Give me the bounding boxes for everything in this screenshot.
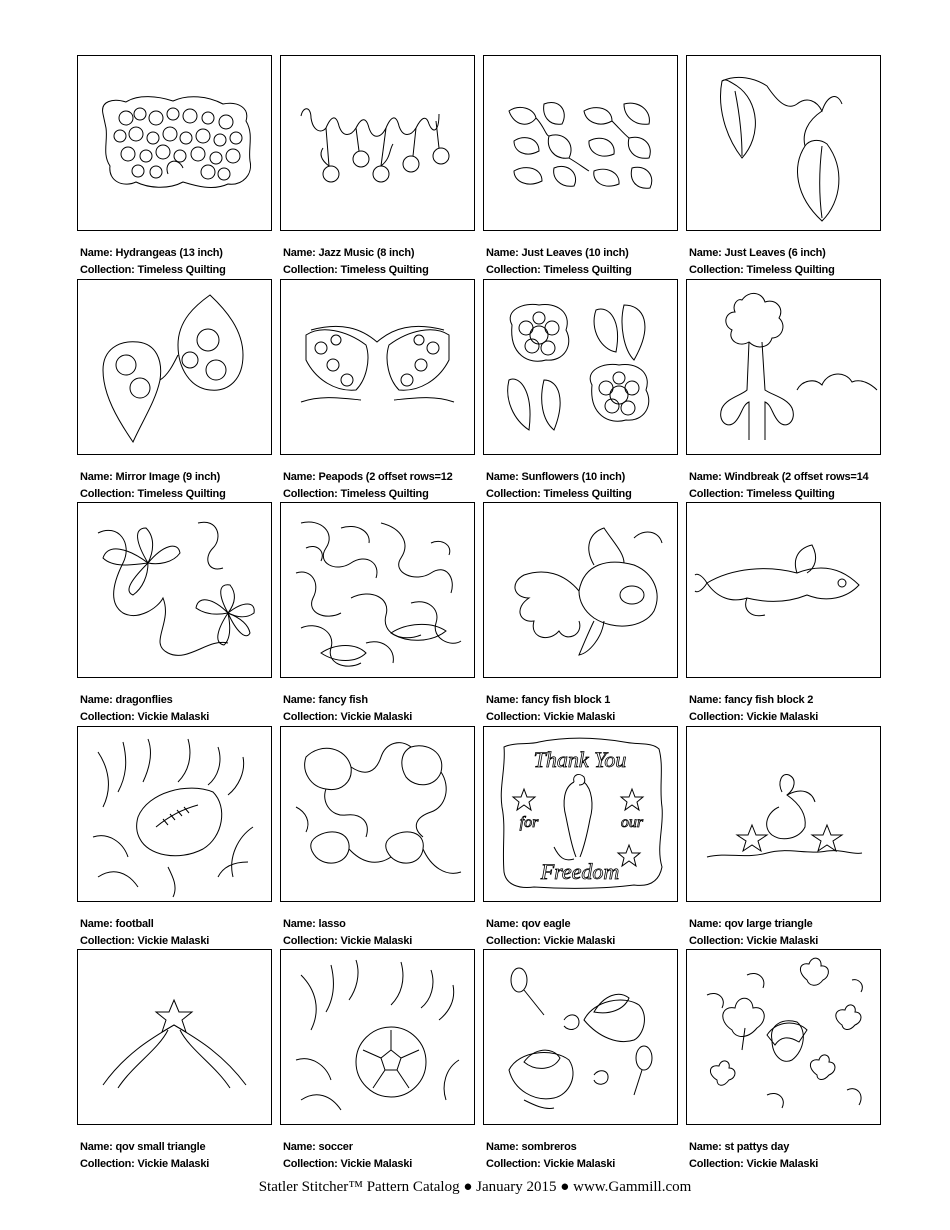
pattern-caption	[686, 469, 881, 503]
pattern-name: soccer	[318, 1141, 353, 1153]
pattern-row	[77, 502, 880, 726]
pattern-collection: Timeless Quilting	[340, 264, 429, 276]
pattern-collection: Vickie Malaski	[137, 934, 210, 947]
pattern-caption	[280, 692, 475, 726]
name-label: Name	[80, 917, 110, 930]
pattern-collection: Timeless Quilting	[137, 264, 226, 276]
pattern-thumbnail[interactable]	[280, 55, 475, 231]
name-label: Name	[80, 247, 110, 259]
collection-label: Collection:	[486, 1158, 541, 1170]
pattern-collection-line	[283, 709, 475, 726]
collection-label: Collection:	[80, 487, 135, 500]
lasso-icon	[281, 727, 474, 901]
pattern-caption	[483, 916, 678, 950]
pattern-collection-line	[689, 486, 881, 503]
hydrangeas-icon	[78, 56, 271, 230]
jazz-music-icon	[281, 56, 474, 230]
pattern-card[interactable]	[483, 949, 678, 1173]
catalog-footer: Statler Stitcher™ Pattern Catalog ● January 2015 ● www.Gammill.com	[258, 1179, 692, 1195]
pattern-collection: Timeless Quilting	[543, 487, 632, 500]
pattern-name: Sunflowers (10 inch)	[521, 470, 626, 483]
pattern-card[interactable]	[686, 502, 881, 726]
name-label: Name	[283, 247, 313, 259]
pattern-collection: Timeless Quilting	[746, 487, 835, 500]
fancy-fish-block-2-icon	[687, 503, 880, 677]
fancy-fish-block-1-icon	[484, 503, 677, 677]
pattern-collection-line	[486, 933, 678, 950]
name-label: Name	[283, 1141, 313, 1153]
pattern-thumbnail[interactable]	[483, 502, 678, 678]
pattern-caption	[77, 1139, 272, 1173]
collection-label: Collection:	[689, 711, 744, 723]
name-label: Name	[486, 247, 516, 259]
pattern-collection-line	[80, 709, 272, 726]
pattern-caption	[280, 1139, 475, 1173]
pattern-collection-line	[486, 709, 678, 726]
pattern-card[interactable]	[686, 55, 881, 279]
pattern-card[interactable]	[686, 949, 881, 1173]
pattern-thumbnail[interactable]	[686, 279, 881, 455]
collection-label: Collection:	[80, 1158, 135, 1170]
soccer-icon	[281, 950, 474, 1124]
pattern-collection: Vickie Malaski	[746, 934, 819, 947]
pattern-card[interactable]	[483, 55, 678, 279]
pattern-collection-line	[80, 486, 272, 503]
pattern-name-line: Name: Windbreak (2 offset rows=14	[689, 470, 869, 483]
pattern-name: Jazz Music (8 inch)	[318, 247, 415, 259]
pattern-thumbnail[interactable]	[77, 502, 272, 678]
pattern-thumbnail[interactable]	[686, 502, 881, 678]
pattern-name-line: Name: sombreros	[486, 1141, 577, 1153]
name-label: Name	[486, 1141, 516, 1153]
collection-label: Collection:	[80, 934, 135, 947]
pattern-collection: Vickie Malaski	[340, 711, 413, 723]
just-leaves-6-icon	[687, 56, 880, 230]
pattern-thumbnail[interactable]	[483, 726, 678, 902]
pattern-name: Just Leaves (10 inch)	[521, 247, 629, 259]
collection-label: Collection:	[283, 934, 338, 947]
pattern-collection-line	[689, 1156, 881, 1173]
pattern-card[interactable]	[686, 726, 881, 950]
pattern-thumbnail[interactable]	[77, 55, 272, 231]
pattern-row	[77, 949, 880, 1173]
pattern-name: lasso	[318, 917, 346, 930]
pattern-card[interactable]	[280, 279, 475, 503]
pattern-thumbnail[interactable]	[483, 279, 678, 455]
pattern-collection-line	[80, 933, 272, 950]
pattern-card[interactable]	[483, 502, 678, 726]
pattern-collection: Timeless Quilting	[340, 487, 429, 500]
pattern-name-line: Name: soccer	[283, 1141, 353, 1153]
pattern-name: dragonflies	[115, 694, 173, 706]
pattern-caption	[77, 469, 272, 503]
name-label: Name	[486, 470, 516, 483]
pattern-caption	[483, 692, 678, 726]
pattern-card[interactable]	[280, 726, 475, 950]
name-label: Name	[283, 470, 313, 483]
collection-label: Collection:	[283, 711, 338, 723]
pattern-card[interactable]	[483, 726, 678, 950]
name-label: Name	[80, 470, 110, 483]
eagle-text-thank-you: Thank You	[533, 746, 627, 772]
pattern-name-line: Name: Just Leaves (6 inch)	[689, 247, 826, 259]
name-label: Name	[486, 694, 516, 706]
pattern-collection: Vickie Malaski	[746, 711, 819, 723]
collection-label: Collection:	[486, 264, 541, 276]
pattern-caption	[686, 916, 881, 950]
pattern-name: Mirror Image (9 inch)	[115, 470, 221, 483]
name-label: Name	[689, 247, 719, 259]
collection-label: Collection:	[486, 934, 541, 947]
pattern-caption	[77, 692, 272, 726]
just-leaves-10-icon	[484, 56, 677, 230]
collection-label: Collection:	[486, 487, 541, 500]
pattern-grid	[77, 55, 880, 1173]
eagle-text-our: our	[620, 813, 644, 831]
qov-large-triangle-icon	[687, 727, 880, 901]
pattern-row	[77, 279, 880, 503]
pattern-name: fancy fish block 2	[724, 694, 814, 706]
pattern-name-line: Name: dragonflies	[80, 694, 173, 706]
pattern-name-line: Name: fancy fish block 1	[486, 694, 611, 706]
collection-label: Collection:	[689, 264, 744, 276]
pattern-collection-line	[283, 486, 475, 503]
pattern-thumbnail[interactable]	[77, 949, 272, 1125]
pattern-collection-line	[486, 262, 678, 279]
collection-label: Collection:	[486, 711, 541, 723]
pattern-thumbnail[interactable]	[77, 726, 272, 902]
fancy-fish-icon	[281, 503, 474, 677]
pattern-collection: Vickie Malaski	[746, 1158, 819, 1170]
pattern-name: Hydrangeas (13 inch)	[115, 247, 223, 259]
mirror-image-icon	[78, 280, 271, 454]
pattern-name-line: Name: Hydrangeas (13 inch)	[80, 247, 223, 259]
pattern-name: st pattys day	[724, 1141, 790, 1153]
pattern-caption	[686, 245, 881, 279]
qov-eagle-icon	[484, 727, 677, 901]
pattern-card[interactable]	[686, 279, 881, 503]
name-label: Name	[689, 694, 719, 706]
pattern-caption	[686, 1139, 881, 1173]
pattern-name-line: Name: Just Leaves (10 inch)	[486, 247, 629, 259]
pattern-caption	[686, 692, 881, 726]
pattern-collection-line	[80, 262, 272, 279]
pattern-name-line: Name: Mirror Image (9 inch)	[80, 470, 221, 483]
pattern-collection: Vickie Malaski	[340, 1158, 413, 1170]
qov-small-triangle-icon	[78, 950, 271, 1124]
pattern-name: football	[115, 917, 154, 930]
pattern-name: Windbreak (2 offset rows=14	[724, 470, 869, 483]
pattern-name: Peapods (2 offset rows=12	[318, 470, 453, 483]
pattern-collection: Vickie Malaski	[543, 934, 616, 947]
pattern-caption	[280, 916, 475, 950]
pattern-collection-line	[486, 1156, 678, 1173]
name-label: Name	[689, 917, 719, 930]
pattern-name-line: Name: Jazz Music (8 inch)	[283, 247, 415, 259]
sunflowers-icon	[484, 280, 677, 454]
name-label: Name	[689, 470, 719, 483]
pattern-card[interactable]	[77, 502, 272, 726]
pattern-row	[77, 55, 880, 279]
pattern-card[interactable]	[280, 949, 475, 1173]
pattern-name: fancy fish block 1	[521, 694, 611, 706]
pattern-name-line: Name: st pattys day	[689, 1141, 790, 1153]
pattern-thumbnail[interactable]	[77, 279, 272, 455]
collection-label: Collection:	[80, 264, 135, 276]
pattern-thumbnail[interactable]	[686, 55, 881, 231]
football-icon	[78, 727, 271, 901]
name-label: Name	[486, 917, 516, 930]
pattern-name-line: Name: fancy fish block 2	[689, 694, 814, 706]
eagle-text-freedom: Freedom	[540, 858, 620, 884]
pattern-card[interactable]	[77, 279, 272, 503]
pattern-card[interactable]	[77, 55, 272, 279]
collection-label: Collection:	[283, 1158, 338, 1170]
pattern-collection: Vickie Malaski	[137, 1158, 210, 1170]
pattern-collection: Vickie Malaski	[543, 711, 616, 723]
pattern-card[interactable]	[77, 726, 272, 950]
name-label: Name	[689, 1141, 719, 1153]
pattern-collection-line	[689, 709, 881, 726]
name-label: Name	[80, 1141, 110, 1153]
pattern-collection: Timeless Quilting	[543, 264, 632, 276]
pattern-name: qov small triangle	[115, 1141, 206, 1153]
name-label: Name	[283, 694, 313, 706]
pattern-collection-line	[283, 262, 475, 279]
pattern-name-line: Name: Peapods (2 offset rows=12	[283, 470, 453, 483]
dragonflies-icon	[78, 503, 271, 677]
pattern-thumbnail[interactable]	[280, 949, 475, 1125]
pattern-name: qov eagle	[521, 917, 571, 930]
pattern-collection-line	[689, 262, 881, 279]
pattern-caption	[483, 469, 678, 503]
collection-label: Collection:	[689, 934, 744, 947]
pattern-thumbnail[interactable]	[686, 726, 881, 902]
pattern-collection: Vickie Malaski	[137, 711, 210, 723]
pattern-caption	[77, 916, 272, 950]
pattern-thumbnail[interactable]	[280, 726, 475, 902]
pattern-caption	[77, 245, 272, 279]
pattern-name: sombreros	[521, 1141, 577, 1153]
pattern-caption	[280, 469, 475, 503]
pattern-collection: Vickie Malaski	[340, 934, 413, 947]
pattern-collection-line	[80, 1156, 272, 1173]
pattern-caption	[483, 245, 678, 279]
peapods-icon	[281, 280, 474, 454]
collection-label: Collection:	[80, 711, 135, 723]
collection-label: Collection:	[689, 487, 744, 500]
eagle-text-for: for	[519, 813, 539, 831]
pattern-name-line: Name: lasso	[283, 917, 346, 930]
collection-label: Collection:	[283, 487, 338, 500]
pattern-collection-line	[283, 933, 475, 950]
windbreak-icon	[687, 280, 880, 454]
pattern-thumbnail[interactable]	[280, 279, 475, 455]
pattern-caption	[280, 245, 475, 279]
collection-label: Collection:	[689, 1158, 744, 1170]
pattern-collection-line	[689, 933, 881, 950]
pattern-name-line: Name: football	[80, 917, 154, 930]
pattern-collection: Timeless Quilting	[137, 487, 226, 500]
pattern-collection: Timeless Quilting	[746, 264, 835, 276]
sombreros-icon	[484, 950, 677, 1124]
name-label: Name	[283, 917, 313, 930]
pattern-card[interactable]	[77, 949, 272, 1173]
pattern-card[interactable]	[280, 502, 475, 726]
pattern-name-line: Name: qov small triangle	[80, 1141, 206, 1153]
pattern-name-line: Name: qov large triangle	[689, 917, 813, 930]
pattern-caption	[483, 1139, 678, 1173]
pattern-thumbnail[interactable]	[483, 55, 678, 231]
pattern-name: fancy fish	[318, 694, 368, 706]
pattern-card[interactable]	[280, 55, 475, 279]
pattern-row	[77, 726, 880, 950]
pattern-name: qov large triangle	[724, 917, 813, 930]
collection-label: Collection:	[283, 264, 338, 276]
pattern-name-line: Name: Sunflowers (10 inch)	[486, 470, 626, 483]
st-pattys-day-icon	[687, 950, 880, 1124]
pattern-name-line: Name: qov eagle	[486, 917, 571, 930]
pattern-collection-line	[486, 486, 678, 503]
pattern-name-line: Name: fancy fish	[283, 694, 368, 706]
pattern-thumbnail[interactable]	[280, 502, 475, 678]
pattern-collection: Vickie Malaski	[543, 1158, 616, 1170]
pattern-card[interactable]	[483, 279, 678, 503]
pattern-name: Just Leaves (6 inch)	[724, 247, 826, 259]
pattern-thumbnail[interactable]	[686, 949, 881, 1125]
pattern-collection-line	[283, 1156, 475, 1173]
pattern-thumbnail[interactable]	[483, 949, 678, 1125]
name-label: Name	[80, 694, 110, 706]
